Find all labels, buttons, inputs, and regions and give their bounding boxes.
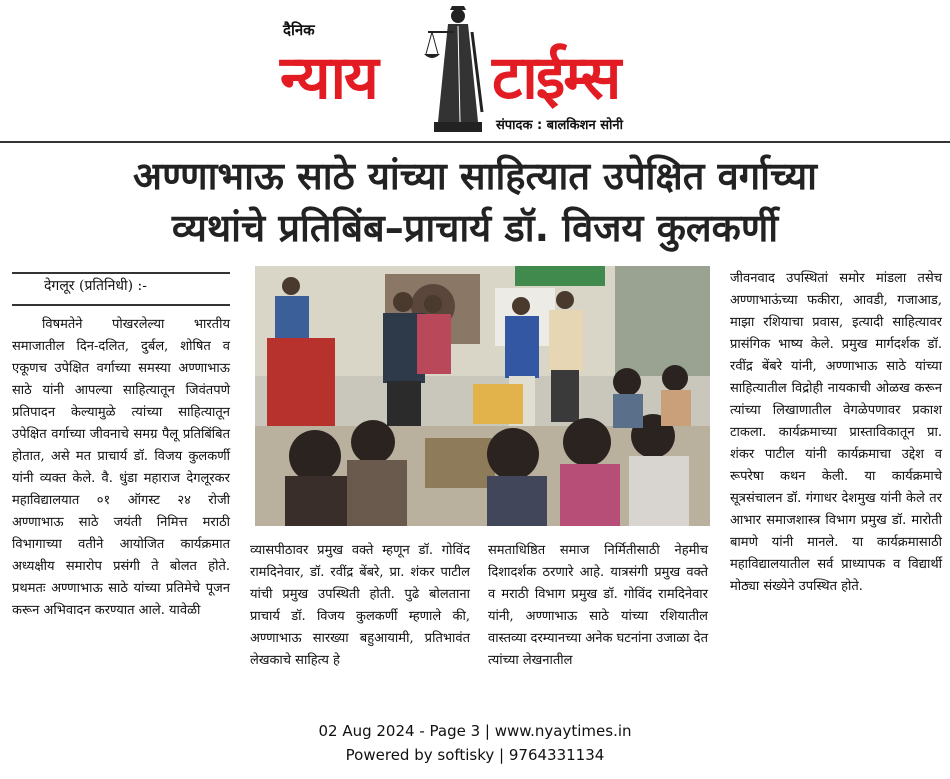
footer-date-page: 02 Aug 2024 - Page 3 | www.nyaytimes.in — [318, 722, 632, 740]
article-headline — [0, 150, 950, 254]
masthead-divider — [0, 141, 950, 143]
footer-powered-by: Powered by softisky | 9764331134 — [345, 746, 605, 764]
event-photo — [255, 266, 710, 526]
article-column-4: जीवनवाद उपस्थितां समोर मांडला तसेच अण्णाभाऊंच्या फकीरा, आवडी, गजाआड, माझा रशियाचा प्रवास, इत्यादी साहित्यावर प्रासंगिक भाष्य केले. प्रमुख मार्गदर्शक डॉ. रवींद्र बेंबरे यांनी, अण्णाभाऊ साठे यांच्या साहित्यातील विद्रोही नायकाची ओळख करून त्यांच्या लिखाणातील वेगळेपणावर प्रकाश टाकला. कार्यक्रमाच्या प्रास्ताविकातून प्रा. शंकर पाटील यांनी कार्यक्रमाचा उद्देश व रूपरेषा कथन केली. या कार्यक्रमाचे सूत्रसंचालन डॉ. गंगाधर देशमुख यांनी केले तर आभार समाजशास्त्र विभाग प्रमुख डॉ. मारोती बामणे यांनी मानले. या कार्यक्रमासाठी महाविद्यालयातील सर्व प्राध्यापक व विद्यार्थी मोठ्या संख्येने उपस्थित होते. — [730, 271, 942, 594]
editor-credit: संपादक : बालकिशन सोनी — [496, 118, 623, 133]
lady-justice-logo — [420, 2, 496, 134]
article-column-2: व्यासपीठावर प्रमुख वक्ते म्हणून डॉ. गोविंद रामदिनेवार, डॉ. रवींद्र बेंबरे, प्रा. शंकर पाटील यांची प्रमुख उपस्थिती होती. पुढे बोलताना प्राचार्य डॉ. विजय कुलकर्णी म्हणाले की, अण्णाभाऊ सारख्या बहुआयामी, प्रतिभावंत लेखकाचे साहित्य हे — [250, 543, 470, 668]
masthead — [0, 0, 950, 140]
article-column-1: विषमतेने पोखरलेल्या भारतीय समाजातील दिन-दलित, दुर्बल, शोषित व एकूणच उपेक्षित वर्गाच्या समस्या अण्णाभाऊ साठे यांनी आपल्या साहित्यातून जिवंतपणे प्रतिपादन केल्यामुळे त्यांच्या साहित्यातून उपेक्षित वर्गाच्या जीवनाचे समग्र पैलू प्रतिबिंबित होतात, असे मत प्राचार्य डॉ. विजय कुलकर्णी यांनी व्यक्त केले. वै. धुंडा महाराज देगलूरकर महाविद्यालयात ०१ ऑगस्ट २४ रोजी अण्णाभाऊ साठे जयंती निमित्त मराठी विभागाच्या वतीने आयोजित कार्यक्रमात अध्यक्षीय समारोप प्रसंगी ते बोलत होते. प्रथमतः अण्णाभाऊ साठे यांच्या प्रतिमेचे पूजन करून अभिवादन करण्यात आले. यावेळी — [12, 317, 230, 618]
masthead-title-left: न्याय — [280, 43, 377, 113]
dateline: देगलूर (प्रतिनिधी) :- — [44, 278, 148, 294]
masthead-title-right: टाईम्स — [492, 43, 620, 113]
masthead-prefix: दैनिक — [283, 21, 315, 39]
headline-line-2: व्यथांचे प्रतिबिंब–प्राचार्य डॉ. विजय कुलकर्णी — [171, 206, 779, 250]
article-column-3: समताधिष्ठित समाज निर्मितीसाठी नेहमीच दिशादर्शक ठरणारे आहे. यात्रसंगी प्रमुख वक्ते व मराठी विभाग प्रमुख डॉ. गोविंद रामदिनेवार यांनी, अण्णाभाऊ साठे यांच्या रशियातील वास्तव्या दरम्यानच्या अनेक घटनांना उजाळा देत त्यांच्या लेखनातील — [488, 543, 708, 668]
headline-line-1: अण्णाभाऊ साठे यांच्या साहित्यात उपेक्षित वर्गाच्या — [133, 154, 817, 198]
